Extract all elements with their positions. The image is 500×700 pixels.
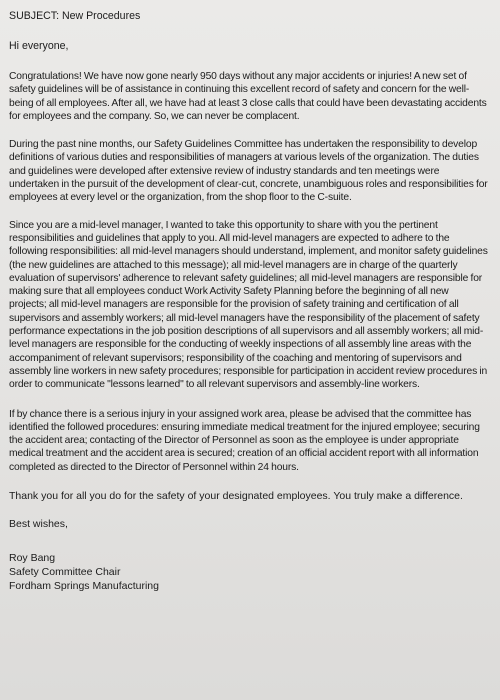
paragraph-injury-procedures: If by chance there is a serious injury in your assigned work area, please be advised that the committee has identified the followed procedures: ensuring immediate medical treatment for the injured employee; securing the accident area; contacting of the Director of Personnel as soon as the employee is under appropriate medical treatment and the accident area is secured; creation of an official accident report with all information completed as directed to the Director of Personnel within 24 hours. — [9, 408, 480, 473]
signature-block — [9, 551, 488, 593]
thanks-line: Thank you for all you do for the safety of your designated employees. You truly make a difference. — [9, 490, 463, 503]
paragraph-committee: During the past nine months, our Safety Guidelines Committee has undertaken the responsibility to develop definitions of various duties and responsibilities of managers at various levels of the organization. The duties and guidelines were developed after extensive review of industry standards and ten meetings were undertaken in the pursuit of the development of clear-cut, concrete, unambiguous roles and responsibilities for employees at every level or the organization, from the shop floor to the C-suite. — [9, 139, 488, 204]
signature-company: Fordham Springs Manufacturing — [9, 580, 159, 593]
signature-name: Roy Bang — [9, 552, 56, 565]
greeting: Hi everyone, — [9, 40, 69, 52]
sign-off: Best wishes, — [9, 518, 68, 531]
paragraph-responsibilities: Since you are a mid-level manager, I wanted to take this opportunity to share with you the pertinent responsibilities and guidelines that apply to you. All mid-level managers are expected to adhere to the following responsibilities: all mid-level managers should understand, implement, and monitor safety guidelines (the new guidelines are attached to this message); all mid-level managers are in charge of the quarterly evaluation of supervisors' adherence to relevant safety guidelines; all mid-level managers are responsible for making sure that all employees conduct Work Activity Safety Planning before the beginning of all new projects; all mid-level managers are responsible for the provision of safety training and certification of all supervisors and assembly workers; all mid-level managers have the responsibility of the placement of safety performance expectations in the job position descriptions of all supervisors and all assembly workers; all mid-level managers are responsible for the conducting of weekly inspections of all assembly line areas with the accompaniment of relevant supervisors; responsibility of the coaching and mentoring of supervisors and assembly line workers in new safety procedures; responsible for participation in accident review procedures in order to communicate "lessons learned" to all relevant supervisors and assembly-line workers. — [9, 219, 488, 391]
subject-line: SUBJECT: New Procedures — [9, 10, 141, 22]
paragraph-congratulations: Congratulations! We have now gone nearly 950 days without any major accidents or injuries! A new set of safety guidelines will be of assistance in continuing this excellent record of safety and concern for the well-being of all employees. After all, we have had at least 3 close calls that could have been devastating accidents for employees and the company. So, we can never be complacent. — [9, 71, 487, 122]
signature-title: Safety Committee Chair — [9, 566, 121, 579]
